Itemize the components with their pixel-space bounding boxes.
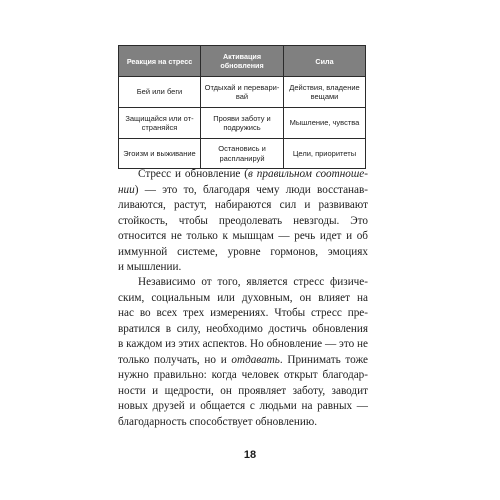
table-cell: Мышление, чувства bbox=[284, 108, 366, 139]
table-cell: Цели, приоритеты bbox=[284, 139, 366, 169]
text-line: ливаются, растут, набираются сил и развивают bbox=[118, 199, 368, 211]
text-line: вратился в силу, необходимо достичь обновления bbox=[118, 322, 368, 335]
text-line: и мышлении. bbox=[118, 261, 182, 273]
paragraph-three-dimensions bbox=[118, 275, 368, 430]
text-line: стойкость, чтобы преодолевать невзгоды. Это bbox=[118, 214, 368, 227]
table-row bbox=[119, 139, 366, 169]
text-line: нужно правильно: когда человек открыт благодар- bbox=[118, 369, 368, 381]
text-line: Независимо от того, является стресс физиче- bbox=[138, 276, 368, 288]
text-line bbox=[118, 167, 368, 183]
table-header-cell: Активация обновления bbox=[201, 46, 284, 77]
table-header-row bbox=[119, 46, 366, 77]
table-cell: Прояви заботу и подружись bbox=[201, 108, 284, 139]
table-cell: Защищайся или отстраняйся bbox=[119, 108, 201, 139]
text-fragment: только получать, но и bbox=[118, 353, 232, 366]
text-line: ским, социальным или духовным, он влияет на bbox=[118, 291, 368, 304]
text-fragment: Стресс и обновление ( bbox=[138, 168, 249, 180]
text-line bbox=[118, 353, 368, 369]
table-row bbox=[119, 77, 366, 108]
italic-fragment: в правильном соотноше- bbox=[248, 168, 368, 180]
text-line: новых друзей и общается с людьми на равных — bbox=[118, 400, 368, 412]
text-line: ности и щедрости, он проявляет заботу, заводит bbox=[118, 384, 368, 397]
text-fragment: ) — это то, благодаря чему люди восстанав- bbox=[134, 183, 368, 196]
table-cell: Отдыхай и переваривай bbox=[201, 77, 284, 108]
table-cell: Остановись и распланируй bbox=[201, 139, 284, 169]
italic-fragment: отдавать bbox=[231, 353, 280, 366]
table-cell: Эгоизм и выживание bbox=[119, 139, 201, 169]
text-fragment: . Принимать тоже bbox=[279, 353, 368, 366]
paragraph-stress-renewal bbox=[118, 167, 368, 276]
text-line: иммунной системе, уровне гормонов, эмоциях bbox=[118, 245, 368, 258]
text-line: относится не только к мышцам — речь идет и об bbox=[118, 230, 368, 242]
text-line: благодарность способствует обновлению. bbox=[118, 415, 318, 428]
table-cell: Бей или беги bbox=[119, 77, 201, 108]
text-line: нас во всех трех измерениях. Чтобы стресс пре- bbox=[118, 307, 368, 319]
table-header-cell: Сила bbox=[284, 46, 366, 77]
table-cell: Действия, владение вещами bbox=[284, 77, 366, 108]
table-header-cell: Реакция на стресс bbox=[119, 46, 201, 77]
page-number: 18 bbox=[243, 449, 257, 461]
text-line: в каждом из этих аспектов. Но обновление — это не bbox=[118, 338, 368, 350]
table-row bbox=[119, 108, 366, 139]
italic-fragment: нии bbox=[118, 183, 135, 196]
text-line bbox=[118, 183, 368, 199]
stress-renewal-table bbox=[118, 45, 366, 169]
